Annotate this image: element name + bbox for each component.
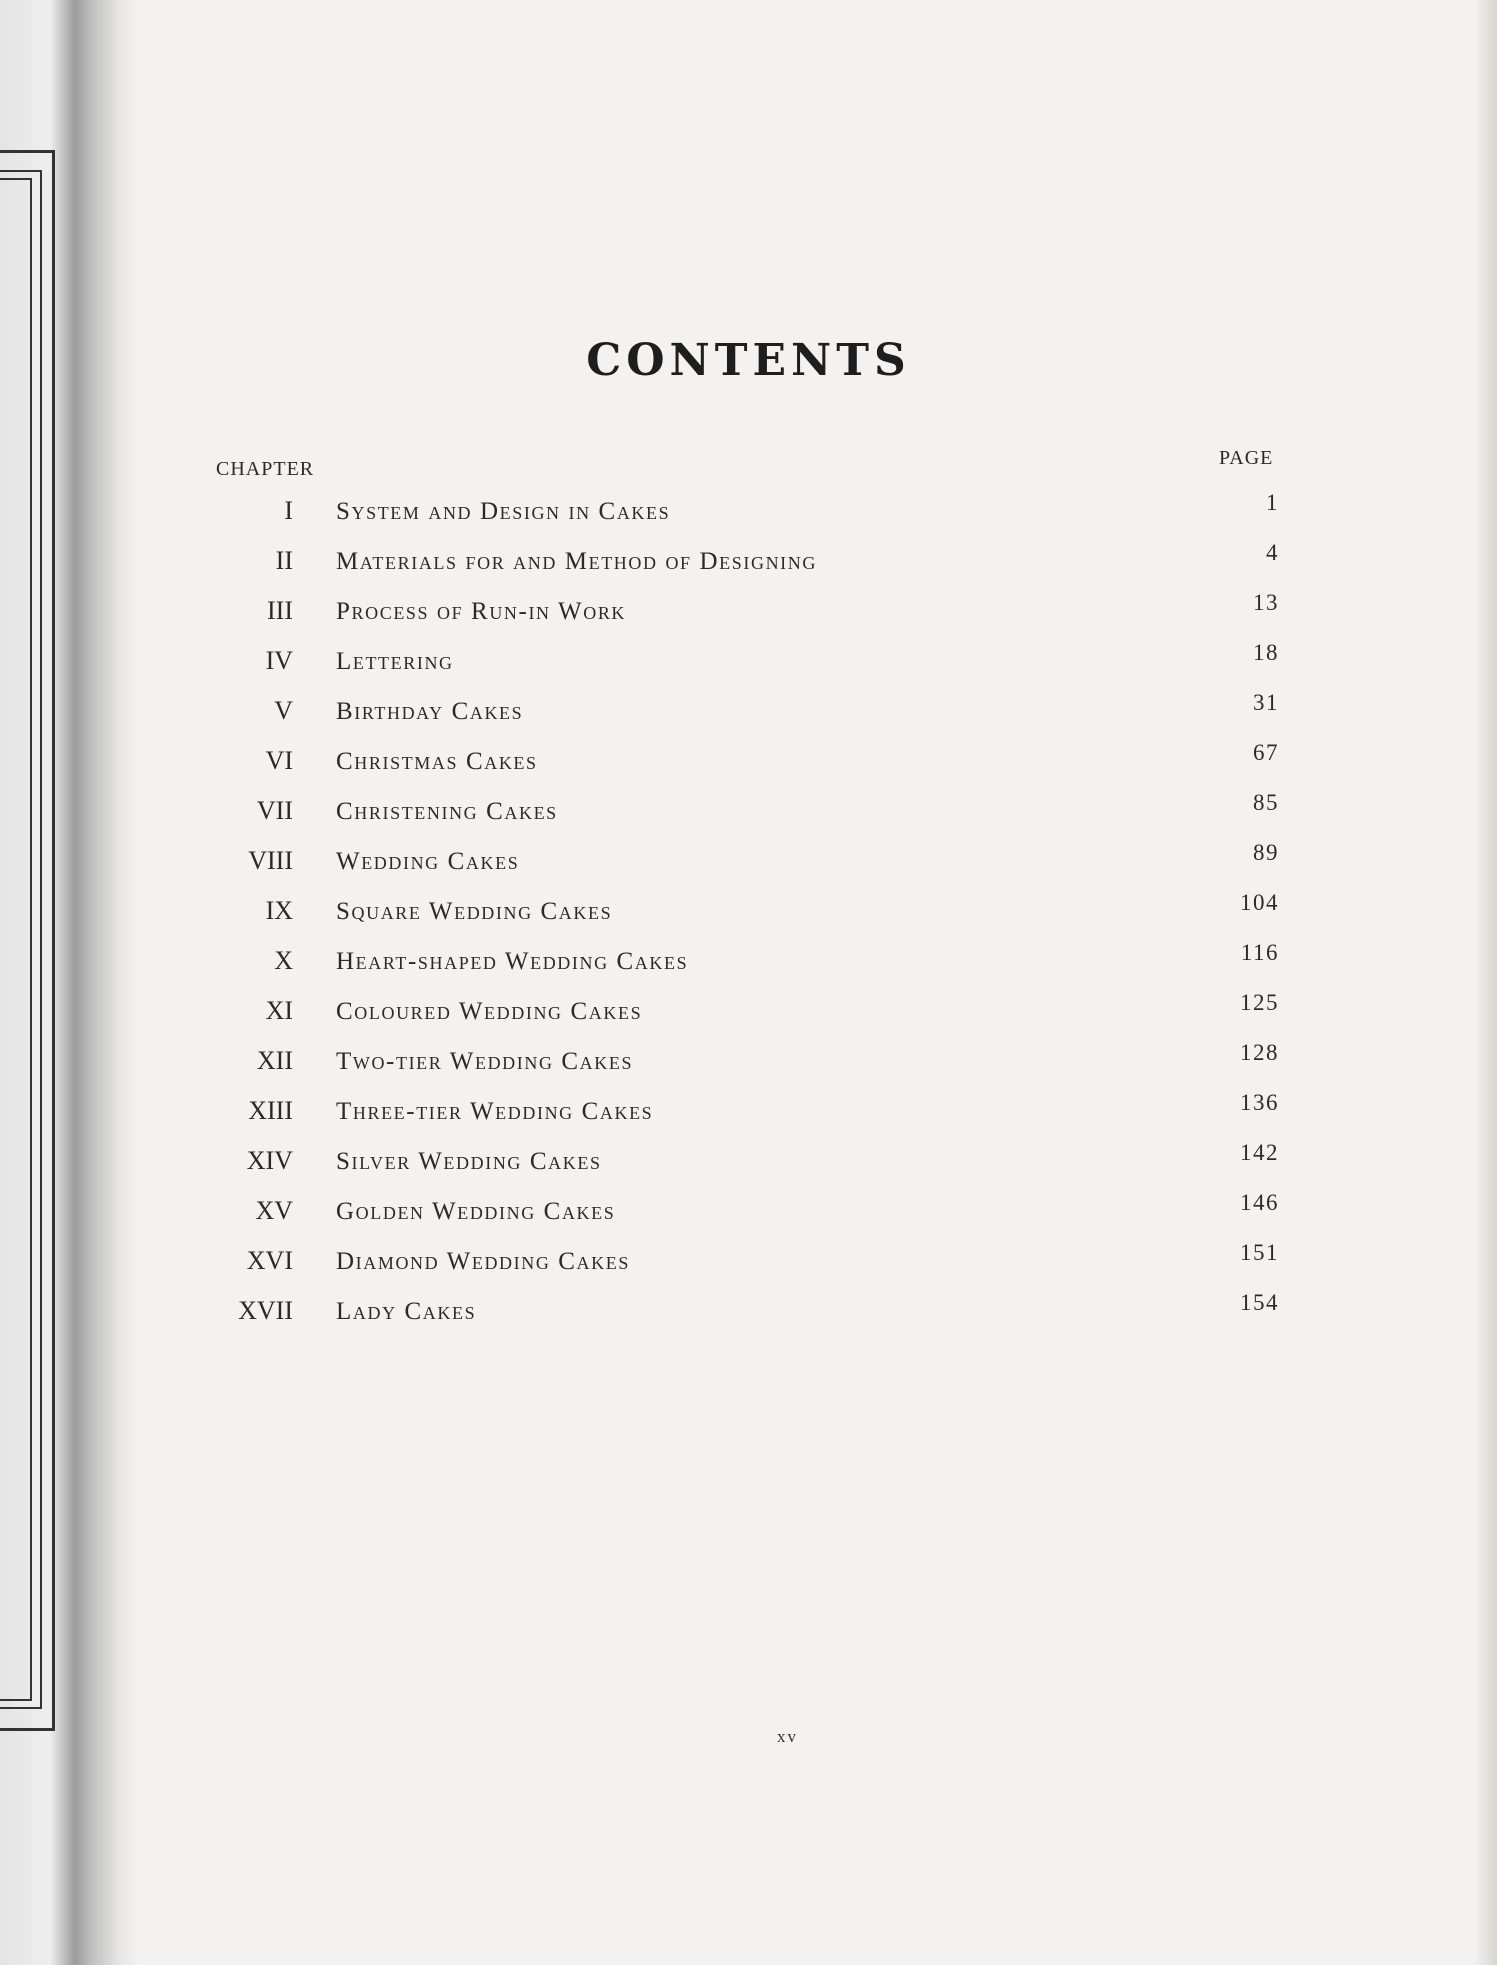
chapter-page-number: 146 [1240, 1190, 1279, 1215]
chapter-title: Christening Cakes [336, 798, 558, 825]
chapter-page-number: 125 [1240, 990, 1279, 1015]
chapter-column-header: CHAPTER [216, 458, 315, 480]
toc-row [0, 890, 1497, 936]
page-folio: xv [777, 1727, 798, 1746]
chapter-number: VIII [248, 846, 293, 875]
chapter-number: III [267, 596, 293, 625]
page-column-header: PAGE [1219, 447, 1274, 469]
chapter-number: I [284, 496, 293, 525]
chapter-number: V [274, 696, 293, 725]
chapter-title: Process of Run-in Work [336, 598, 627, 625]
chapter-page-number: 13 [1253, 590, 1279, 615]
chapter-number: II [275, 546, 293, 575]
toc-row [0, 640, 1497, 686]
chapter-title: Wedding Cakes [336, 848, 520, 875]
chapter-number: XIV [246, 1146, 293, 1175]
chapter-page-number: 128 [1240, 1040, 1279, 1065]
chapter-page-number: 116 [1240, 940, 1279, 965]
toc-row [0, 1290, 1497, 1336]
toc-row [0, 790, 1497, 836]
chapter-page-number: 89 [1253, 840, 1279, 865]
chapter-page-number: 4 [1266, 540, 1279, 565]
toc-row [0, 1240, 1497, 1286]
chapter-title: Birthday Cakes [336, 698, 524, 725]
chapter-number: VI [265, 746, 293, 775]
chapter-number: XIII [248, 1096, 293, 1125]
chapter-title: Diamond Wedding Cakes [336, 1248, 630, 1275]
chapter-title: Silver Wedding Cakes [336, 1148, 602, 1175]
chapter-page-number: 104 [1240, 890, 1279, 915]
chapter-number: XI [265, 996, 293, 1025]
toc-row [0, 590, 1497, 636]
chapter-number: VII [256, 796, 293, 825]
chapter-title: Christmas Cakes [336, 748, 538, 775]
chapter-number: XII [256, 1046, 293, 1075]
chapter-number: XVII [238, 1296, 293, 1325]
toc-row [0, 540, 1497, 586]
chapter-title: Lady Cakes [336, 1298, 477, 1325]
chapter-page-number: 154 [1240, 1290, 1279, 1315]
chapter-title: Two-tier Wedding Cakes [336, 1048, 634, 1075]
chapter-page-number: 67 [1253, 740, 1279, 765]
chapter-page-number: 18 [1253, 640, 1279, 665]
toc-row [0, 940, 1497, 986]
toc-row [0, 1190, 1497, 1236]
chapter-title: Coloured Wedding Cakes [336, 998, 643, 1025]
toc-row [0, 740, 1497, 786]
chapter-page-number: 136 [1240, 1090, 1279, 1115]
toc-row [0, 840, 1497, 886]
chapter-number: X [274, 946, 293, 975]
toc-row [0, 990, 1497, 1036]
toc-row [0, 1140, 1497, 1186]
chapter-title: Materials for and Method of Designing [336, 548, 817, 575]
chapter-title: Heart-shaped Wedding Cakes [336, 948, 689, 975]
chapter-page-number: 1 [1266, 490, 1279, 515]
chapter-page-number: 142 [1240, 1140, 1279, 1165]
chapter-page-number: 31 [1253, 690, 1279, 715]
chapter-title: Golden Wedding Cakes [336, 1198, 616, 1225]
chapter-title: System and Design in Cakes [336, 498, 671, 525]
chapter-number: XV [255, 1196, 293, 1225]
chapter-title: Lettering [336, 648, 454, 675]
chapter-number: IV [265, 646, 293, 675]
chapter-number: XVI [246, 1246, 293, 1275]
chapter-page-number: 85 [1253, 790, 1279, 815]
chapter-number: IX [265, 896, 293, 925]
page-title: CONTENTS [586, 335, 911, 386]
toc-row [0, 490, 1497, 536]
border-frame-innermost [0, 178, 32, 1701]
toc-row [0, 690, 1497, 736]
toc-row [0, 1040, 1497, 1086]
toc-row [0, 1090, 1497, 1136]
chapter-page-number: 151 [1240, 1240, 1279, 1265]
chapter-title: Three-tier Wedding Cakes [336, 1098, 654, 1125]
chapter-title: Square Wedding Cakes [336, 898, 613, 925]
